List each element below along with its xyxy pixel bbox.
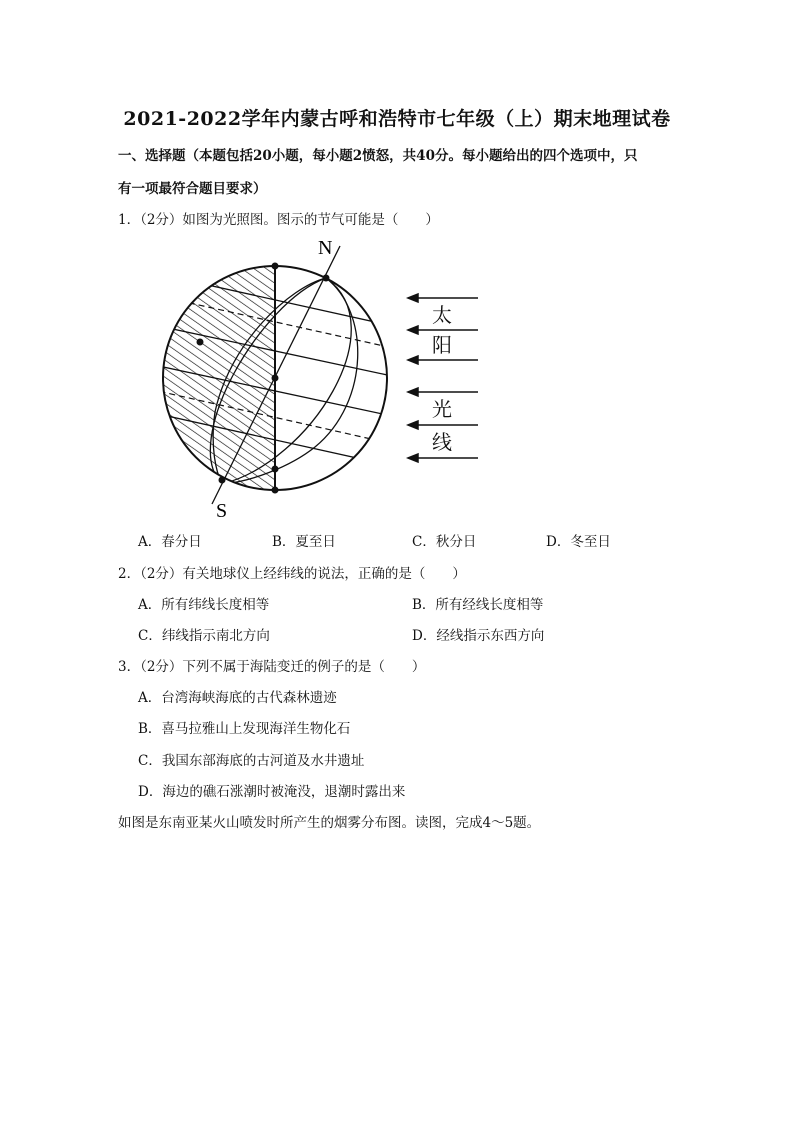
q3-option-c[interactable]: C．我国东部海底的古河道及水井遗址 — [138, 753, 365, 769]
q3-option-b[interactable]: B．喜马拉雅山上发现海洋生物化石 — [138, 721, 351, 737]
sun-label-char-3: 光 — [432, 397, 452, 421]
question-3-stem: 3．（2分）下列不属于海陆变迁的例子的是（ ） — [118, 659, 426, 675]
illumination-diagram — [140, 232, 485, 522]
q2-option-b[interactable]: B．所有经线长度相等 — [412, 597, 544, 613]
night-hemisphere — [160, 262, 275, 497]
q3-option-a[interactable]: A．台湾海峡海底的古代森林遗迹 — [138, 690, 337, 706]
question-2-stem: 2．（2分）有关地球仪上经纬线的说法，正确的是（ ） — [118, 566, 466, 582]
questions-4-5-intro: 如图是东南亚某火山喷发时所产生的烟雾分布图。读图，完成4～5题。 — [118, 815, 541, 831]
sun-label-char-2: 阳 — [432, 333, 452, 357]
page-title: 2021-2022学年内蒙古呼和浩特市七年级（上）期末地理试卷 — [123, 108, 671, 130]
q1-option-a[interactable]: A．春分日 — [138, 534, 202, 550]
north-pole-label: N — [318, 237, 333, 259]
q2-option-c[interactable]: C．纬线指示南北方向 — [138, 628, 270, 644]
q2-option-d[interactable]: D．经线指示东西方向 — [412, 628, 545, 644]
q1-option-c[interactable]: C．秋分日 — [412, 534, 477, 550]
section-heading-line2: 有一项最符合题目要求） — [118, 181, 267, 197]
q1-option-b[interactable]: B．夏至日 — [272, 534, 336, 550]
question-1-stem: 1．（2分）如图为光照图。图示的节气可能是（ ） — [118, 212, 439, 228]
q2-option-a[interactable]: A．所有纬线长度相等 — [138, 597, 270, 613]
q3-option-d[interactable]: D．海边的礁石涨潮时被淹没，退潮时露出来 — [138, 784, 406, 800]
q1-option-d[interactable]: D．冬至日 — [546, 534, 611, 550]
section-heading-line1: 一、选择题（本题包括20小题，每小题2愤怒，共40分。每小题给出的四个选项中，只 — [118, 148, 638, 164]
sun-label-char-4: 线 — [432, 430, 452, 454]
sun-label-char-1: 太 — [432, 303, 452, 327]
south-pole-label: S — [216, 500, 228, 522]
